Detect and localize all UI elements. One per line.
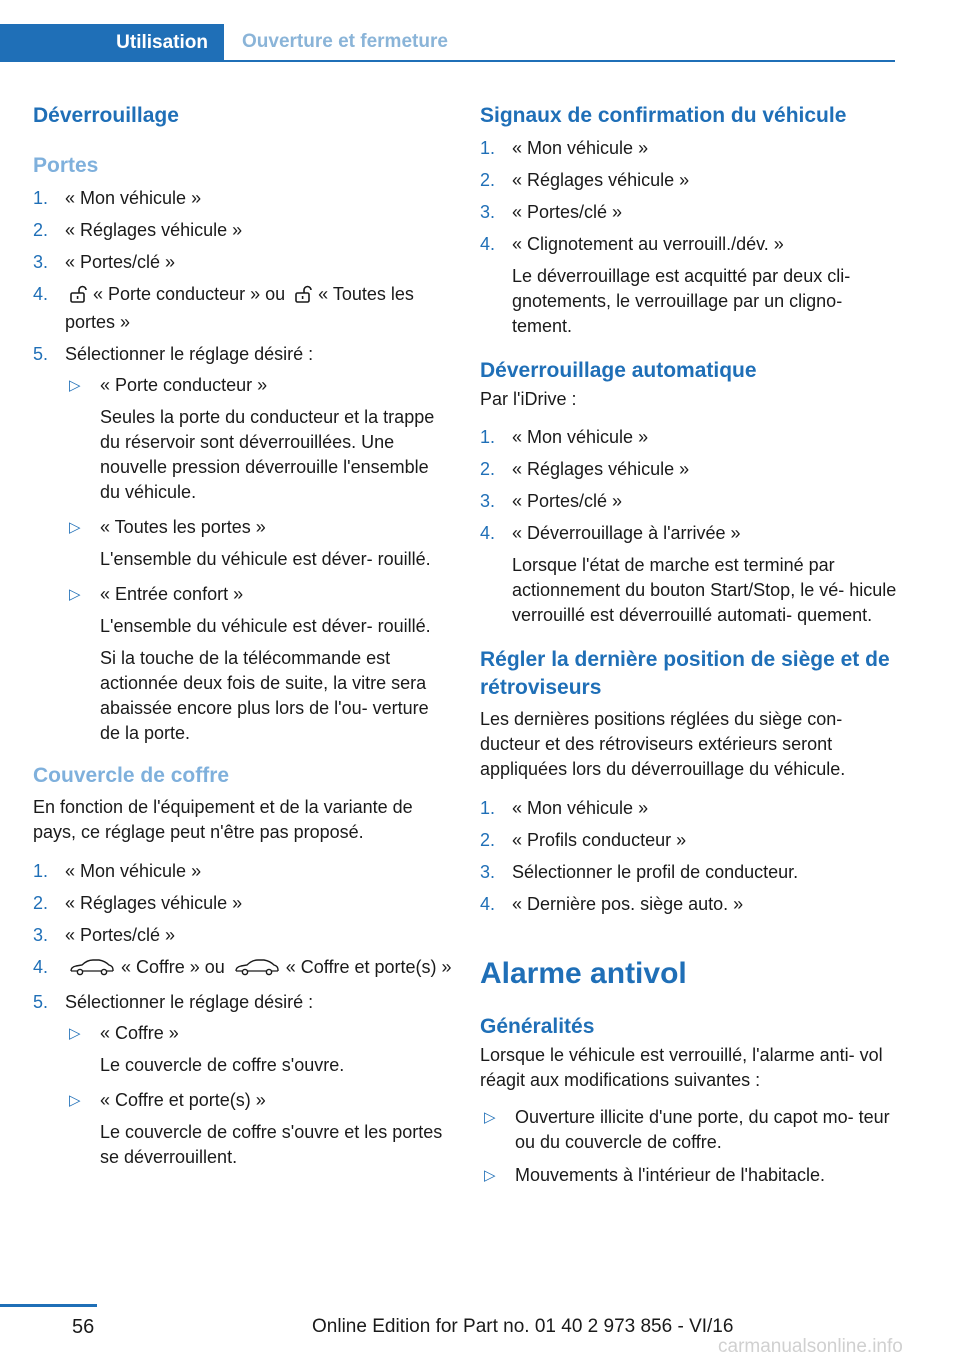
step-text: « Mon véhicule » [65, 861, 202, 881]
list-item [33, 891, 453, 916]
option-desc: L'ensemble du véhicule est déver‐ rouillé. [100, 549, 431, 569]
list-item [33, 218, 453, 243]
option-title: « Coffre et porte(s) » [100, 1090, 266, 1110]
list-item [480, 200, 900, 225]
trunk-options [65, 1021, 453, 1170]
doors-steps [33, 186, 453, 746]
step-desc: Lorsque l'état de marche est terminé par actionnement du bouton Start/Stop, le vé‐ hicule verrouillé est déverrouillé automati‐ quement. [512, 555, 897, 625]
step-number: 1. [33, 188, 49, 208]
step-text: « Coffre et porte(s) » [285, 957, 452, 977]
step-number: 4. [480, 523, 496, 543]
list-item [33, 250, 453, 275]
option-desc: Le couvercle de coffre s'ouvre et les portes se déverrouillent. [100, 1122, 443, 1167]
step-text: Sélectionner le réglage désiré : [65, 344, 314, 364]
heading-derniere-position: Régler la dernière position de siège et de rétroviseurs [480, 648, 890, 699]
heading-portes: Portes [33, 154, 99, 177]
step-text: « Portes/clé » [512, 491, 623, 511]
list-item [65, 1021, 453, 1078]
triangle-bullet-icon: ▷ [69, 1025, 81, 1042]
step-text: « Porte conducteur » ou [93, 284, 286, 304]
step-number: 4. [33, 284, 49, 304]
left-column [33, 102, 453, 1178]
step-number: 1. [33, 861, 49, 881]
step-number: 3. [33, 925, 49, 945]
footer-rule [0, 1304, 97, 1307]
step-text: « Portes/clé » [65, 252, 176, 272]
list-item [480, 521, 900, 628]
option-title: « Coffre » [100, 1023, 179, 1043]
watermark: carmanualsonline.info [718, 1336, 903, 1357]
list-item [480, 425, 900, 450]
right-column [480, 102, 900, 1196]
list-item [480, 136, 900, 161]
triangle-bullet-icon: ▷ [69, 519, 81, 536]
triangle-bullet-icon: ▷ [69, 586, 81, 603]
triangle-bullet-icon: ▷ [69, 1092, 81, 1109]
option-desc: Seules la porte du conducteur et la trappe du réservoir sont déverrouillées. Une nouvelle pression déverrouille l'ensemble du véhicule. [100, 407, 435, 502]
step-text: « Réglages véhicule » [65, 893, 243, 913]
auto-intro: Par l'iDrive : [480, 389, 577, 409]
step-text: « Mon véhicule » [512, 427, 649, 447]
bullet-text: Mouvements à l'intérieur de l'habitacle. [515, 1165, 826, 1185]
doors-options [65, 373, 453, 746]
step-number: 1. [480, 427, 496, 447]
option-desc: Le couvercle de coffre s'ouvre. [100, 1055, 345, 1075]
bullet-text: Ouverture illicite d'une porte, du capot mo‐ teur ou du couvercle de coffre. [515, 1107, 890, 1152]
option-title: « Toutes les portes » [100, 517, 266, 537]
step-text: Sélectionner le profil de conducteur. [512, 862, 799, 882]
page-number: 56 [72, 1316, 95, 1338]
step-text: « Portes/clé » [65, 925, 176, 945]
option-desc: L'ensemble du véhicule est déver‐ rouillé. [100, 616, 431, 636]
chapter-title-alarme: Alarme antivol [480, 957, 687, 990]
list-item [480, 232, 900, 339]
step-text: « Toutes les portes » [65, 284, 414, 332]
option-desc-2: Si la touche de la télécommande est actionnée deux fois de suite, la vitre sera abaissée encore plus lors de l'ou‐ verture de la porte. [100, 648, 429, 743]
step-text: « Profils conducteur » [512, 830, 687, 850]
step-text: « Réglages véhicule » [512, 459, 690, 479]
heading-deverrouillage-auto: Déverrouillage automatique [480, 359, 757, 382]
option-title: « Porte conducteur » [100, 375, 268, 395]
step-number: 3. [480, 202, 496, 222]
triangle-bullet-icon: ▷ [69, 377, 81, 394]
trunk-intro: En fonction de l'équipement et de la variante de pays, ce réglage peut n'être pas proposé. [33, 797, 413, 842]
heading-generalites: Généralités [480, 1015, 595, 1038]
step-number: 5. [33, 344, 49, 364]
step-text: « Portes/clé » [512, 202, 623, 222]
seat-steps [480, 796, 900, 917]
step-number: 3. [33, 252, 49, 272]
list-item [480, 489, 900, 514]
section-title-deverrouillage: Déverrouillage [33, 104, 179, 127]
step-text: « Réglages véhicule » [65, 220, 243, 240]
step-text: « Mon véhicule » [512, 798, 649, 818]
step-number: 1. [480, 798, 496, 818]
tab-utilisation[interactable]: Utilisation [0, 24, 224, 62]
signals-steps [480, 136, 900, 339]
triangle-bullet-icon: ▷ [484, 1167, 496, 1184]
step-text: « Réglages véhicule » [512, 170, 690, 190]
step-number: 3. [480, 862, 496, 882]
seat-intro: Les dernières positions réglées du siège con‐ ducteur et des rétroviseurs extérieurs seront appliquées lors du déverrouillage du véhicule. [480, 709, 846, 779]
heading-signaux: Signaux de confirmation du véhicule [480, 104, 847, 127]
list-item [480, 892, 900, 917]
option-title: « Entrée confort » [100, 584, 244, 604]
car-icon [234, 958, 280, 983]
tab-ouverture-fermeture[interactable]: Ouverture et fermeture [242, 31, 448, 52]
trunk-steps [33, 859, 453, 1170]
list-item [33, 859, 453, 884]
step-text: « Déverrouillage à l'arrivée » [512, 523, 741, 543]
list-item [33, 955, 453, 983]
list-item [65, 582, 453, 746]
car-icon [69, 958, 115, 983]
list-item [480, 168, 900, 193]
edition-text: Online Edition for Part no. 01 40 2 973 856 - VI/16 [312, 1316, 734, 1337]
list-item [33, 282, 453, 335]
list-item [480, 1163, 900, 1188]
unlock-icon [69, 285, 87, 310]
list-item [480, 828, 900, 853]
step-desc: Le déverrouillage est acquitté par deux cli‐ gnotements, le verrouillage par un cligno‐ tement. [512, 266, 851, 336]
step-number: 2. [480, 170, 496, 190]
step-text: « Mon véhicule » [512, 138, 649, 158]
step-number: 2. [480, 830, 496, 850]
unlock-icon [294, 285, 312, 310]
step-number: 2. [33, 893, 49, 913]
list-item [480, 457, 900, 482]
step-number: 4. [33, 957, 49, 977]
heading-couvercle-coffre: Couvercle de coffre [33, 764, 230, 787]
auto-steps [480, 425, 900, 628]
list-item [480, 796, 900, 821]
alarm-bullets [480, 1105, 900, 1188]
step-number: 4. [480, 234, 496, 254]
step-number: 2. [480, 459, 496, 479]
list-item [33, 186, 453, 211]
step-text: « Mon véhicule » [65, 188, 202, 208]
list-item [33, 990, 453, 1170]
alarm-intro: Lorsque le véhicule est verrouillé, l'alarme anti‐ vol réagit aux modifications suivantes : [480, 1045, 883, 1090]
step-number: 5. [33, 992, 49, 1012]
list-item [33, 342, 453, 746]
triangle-bullet-icon: ▷ [484, 1109, 496, 1126]
list-item [65, 515, 453, 572]
step-text: « Clignotement au verrouill./dév. » [512, 234, 784, 254]
list-item [65, 373, 453, 505]
list-item [480, 1105, 900, 1155]
step-number: 1. [480, 138, 496, 158]
header-rule [0, 60, 895, 62]
step-number: 2. [33, 220, 49, 240]
page-header [0, 24, 895, 62]
step-text: « Coffre » ou [121, 957, 225, 977]
step-text: « Dernière pos. siège auto. » [512, 894, 744, 914]
step-text: Sélectionner le réglage désiré : [65, 992, 314, 1012]
list-item [480, 860, 900, 885]
step-number: 4. [480, 894, 496, 914]
step-number: 3. [480, 491, 496, 511]
list-item [33, 923, 453, 948]
list-item [65, 1088, 453, 1170]
